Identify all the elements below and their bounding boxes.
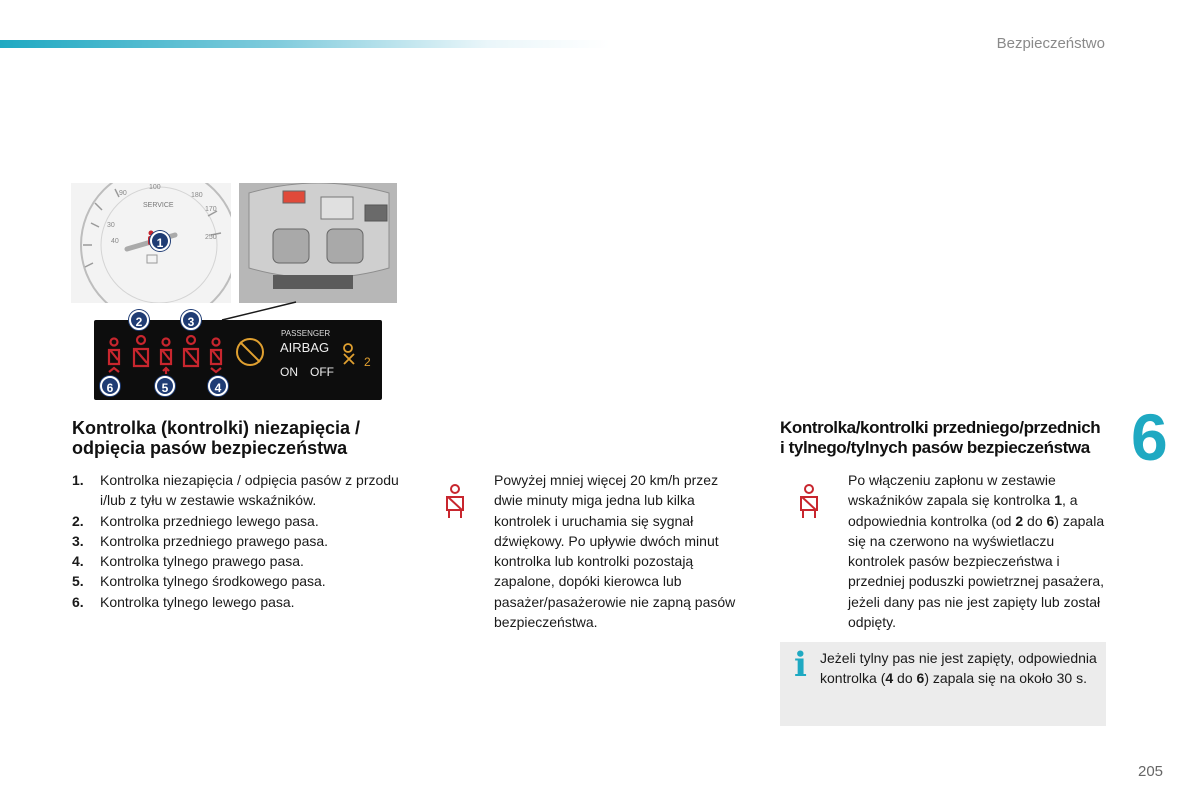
blinking-warning-paragraph: Powyżej mniej więcej 20 km/h przez dwie minuty miga jedna lub kilka kontrolek i uruchamia się sygnał dźwiękowy. Po upływie dwóch minut kontrolka lub kontrolki pozostają zapalone, dopóki kierowca lub pasażer/pasażerowie nie zapną pasów bezpieczeństwa. [494,472,736,631]
seatbelt-warning-icon [443,484,467,520]
info-box [780,642,1106,726]
right-section-heading [780,418,1120,458]
service-label: SERVICE [143,202,174,209]
belt-lamp-rear-left-icon [109,339,119,373]
svg-text:250: 250 [205,234,217,241]
panel-passenger-label: PASSENGER [281,329,331,338]
svg-text:170: 170 [205,206,217,213]
callout-4: 4 [208,376,228,396]
callout-5: 5 [155,376,175,396]
left-title-line1: Kontrolka (kontrolki) niezapięcia / [72,418,361,438]
callout-2: 2 [129,310,149,330]
info-icon: i [794,645,807,685]
callout-3: 3 [181,310,201,330]
belt-lamp-front-right-icon [184,336,198,366]
svg-text:30: 30 [107,222,115,229]
list-item: 1. Kontrolka niezapięcia / odpięcia pasów z przodu i/lub z tyłu w zestawie wskaźników. [72,472,399,509]
section-title: Bezpieczeństwo [996,35,1105,52]
left-title-line2: odpięcia pasów bezpieczeństwa [72,438,348,458]
panel-off-label: OFF [310,365,334,379]
panel-on-label: ON [280,365,298,379]
callout-6: 6 [100,376,120,396]
list-item: 6. Kontrolka tylnego lewego pasa. [72,593,295,610]
belt-lamp-rear-right-icon [211,339,221,373]
list-item: 4. Kontrolka tylnego prawego pasa. [72,553,304,570]
lamp-legend-list [72,470,402,612]
list-item: 3. Kontrolka przedniego prawego pasa. [72,532,329,549]
seatbelt-warning-icon [797,484,821,520]
svg-text:180: 180 [191,192,203,199]
page-number: 205 [1138,763,1164,780]
list-item: 2. Kontrolka przedniego lewego pasa. [72,512,319,529]
callout-1: 1 [150,231,170,251]
svg-text:90: 90 [119,190,127,197]
info-text: Jeżeli tylny pas nie jest zapięty, odpowiednia kontrolka (4 do 6) zapala się na około 30 s. [820,650,1097,687]
roof-panel-illustration [239,183,397,303]
svg-text:40: 40 [111,238,119,245]
panel-count-label: 2 [364,355,371,369]
svg-text:100: 100 [149,184,161,191]
belt-lamp-rear-centre-icon [161,339,171,375]
right-title-line2: i tylnego/tylnych pasów bezpieczeństwa [780,438,1090,457]
panel-airbag-label: AIRBAG [280,340,330,355]
right-title-line1: Kontrolka/kontrolki przedniego/przednich [780,418,1101,437]
belt-lamp-front-left-icon [134,336,148,366]
list-item: 5. Kontrolka tylnego środkowego pasa. [72,573,326,590]
airbag-warning-icon [344,344,354,364]
seatbelt-lamp-panel [94,320,382,400]
chapter-number: 6 [1131,400,1168,474]
ignition-paragraph: Po włączeniu zapłonu w zestawie wskaźników zapala się kontrolka 1, a odpowiednia kontrolka (od 2 do 6) zapala się na czerwono na wyświetlaczu kontrolek pasów bezpieczeństwa i przedniej poduszki powietrznej pasażera, jeżeli dany pas nie jest zapięty lub został odpięty. [848,472,1105,631]
left-section-heading [72,418,422,458]
header-accent-bar [0,40,610,48]
airbag-off-icon [237,339,263,365]
